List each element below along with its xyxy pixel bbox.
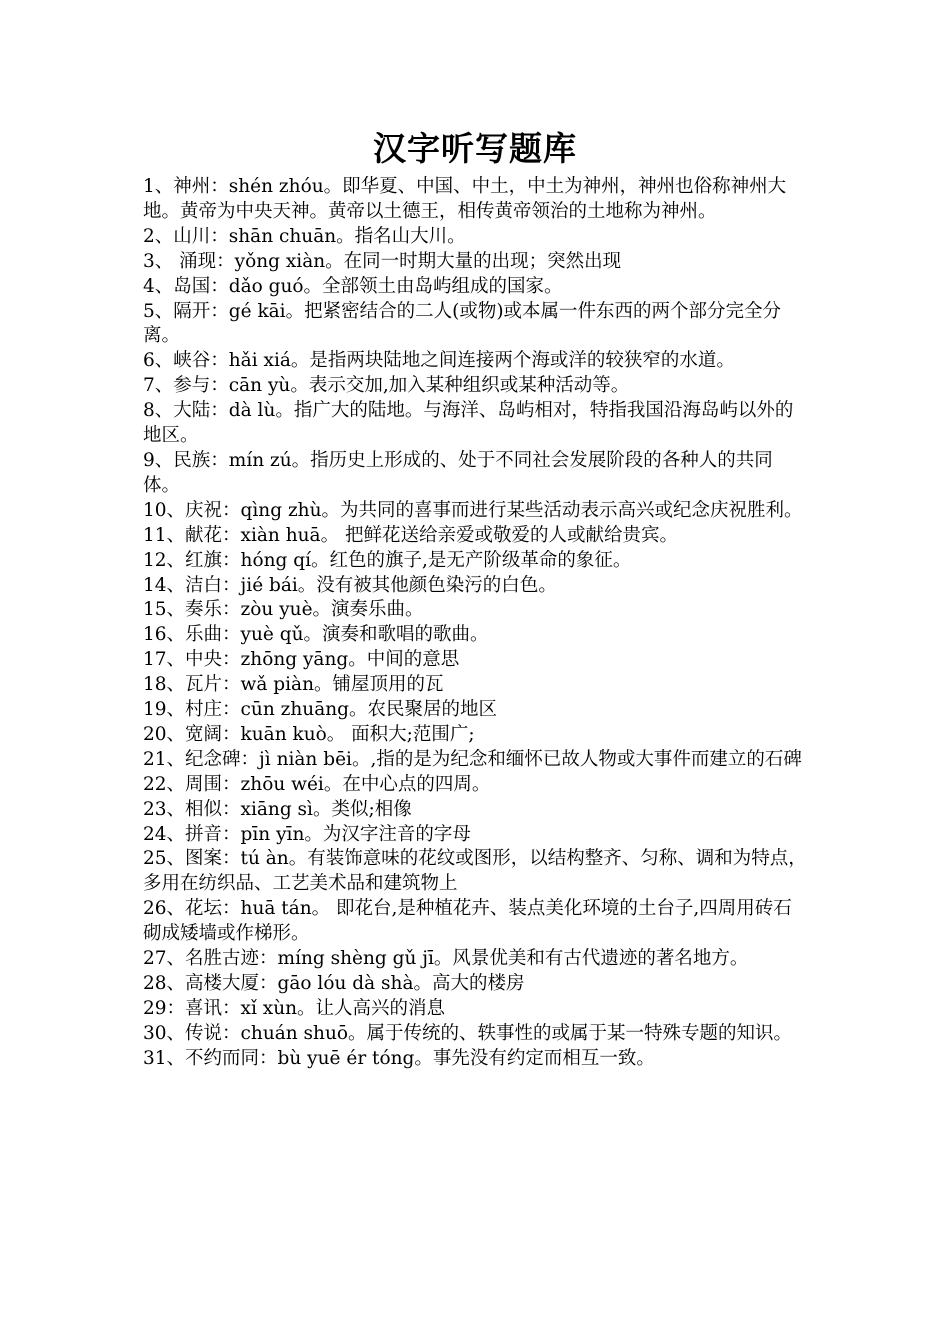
entry-item: 27、名胜古迹：míng shèng gǔ jī。风景优美和有古代遗迹的著名地方。: [143, 948, 749, 970]
entry-item: 3、 涌现：yǒng xiàn。在同一时期大量的出现；突然出现: [143, 250, 622, 272]
entry-item: 24、拼音：pīn yīn。为汉字注音的字母: [143, 823, 471, 845]
entry-item: 29：喜讯：xǐ xùn。让人高兴的消息: [143, 997, 446, 1019]
entry-item: 25、图案：tú àn。有装饰意味的花纹或图形，以结构整齐、匀称、调和为特点，多用在纺织品、工艺美术品和建筑物上: [143, 848, 807, 895]
entry-item: 21、纪念碑：jì niàn bēi。,指的是为纪念和缅怀已故人物或大事件而建立的石碑: [143, 748, 802, 770]
entry-item: 12、红旗：hóng qí。红色的旗子,是无产阶级革命的象征。: [143, 549, 632, 571]
entry-item: 23、相似：xiāng sì。类似;相像: [143, 798, 412, 820]
entry-item: 26、花坛：huā tán。 即花台,是种植花卉、装点美化环境的土台子,四周用砖石砌成矮墙或作梯形。: [143, 898, 792, 945]
entry-item: 7、参与：cān yù。表示交加,加入某种组织或某种活动等。: [143, 375, 630, 397]
entry-list: [143, 175, 809, 1072]
entry-item: 2、山川：shān chuān。指名山大川。: [143, 225, 466, 247]
entry-item: 19、村庄：cūn zhuāng。农民聚居的地区: [143, 699, 497, 721]
entry-item: 9、民族：mín zú。指历史上形成的、处于不同社会发展阶段的各种人的共同体。: [143, 449, 773, 496]
entry-item: 5、隔开：gé kāi。把紧密结合的二人(或物)或本属一件东西的两个部分完全分离。: [143, 300, 782, 347]
entry-item: 31、不约而同：bù yuē ér tóng。事先没有约定而相互一致。: [143, 1047, 655, 1069]
entry-item: 6、峡谷：hǎi xiá。是指两块陆地之间连接两个海或洋的较狭窄的水道。: [143, 350, 735, 372]
entry-item: 22、周围：zhōu wéi。在中心点的四周。: [143, 773, 491, 795]
entry-item: 10、庆祝：qìng zhù。为共同的喜事而进行某些活动表示高兴或纪念庆祝胜利。: [143, 499, 803, 521]
entry-item: 1、神州：shén zhóu。即华夏、中国、中土，中土为神州，神州也俗称神州大地。黄帝为中央天神。黄帝以土德王，相传黄帝领治的土地称为神州。: [143, 176, 787, 222]
entry-item: 8、大陆：dà lù。指广大的陆地。与海洋、岛屿相对，特指我国沿海岛屿以外的地区。: [143, 400, 794, 447]
entry-item: 14、洁白：jié bái。没有被其他颜色染污的白色。: [143, 574, 557, 596]
entry-item: 18、瓦片：wǎ piàn。铺屋顶用的瓦: [143, 674, 444, 696]
entry-item: 11、献花：xiàn huā。 把鲜花送给亲爱或敬爱的人或献给贵宾。: [143, 524, 678, 546]
entry-item: 16、乐曲：yuè qǔ。演奏和歌唱的歌曲。: [143, 624, 489, 646]
entry-item: 30、传说：chuán shuō。属于传统的、轶事性的或属于某一特殊专题的知识。: [143, 1022, 793, 1044]
entry-item: 17、中央：zhōng yāng。中间的意思: [143, 649, 460, 671]
entry-item: 28、高楼大厦：gāo lóu dà shà。高大的楼房: [143, 973, 525, 994]
entry-item: 15、奏乐：zòu yuè。演奏乐曲。: [143, 599, 424, 621]
document-title: 汉字听写题库: [373, 129, 577, 168]
entry-item: 20、宽阔：kuān kuò。 面积大;范围广;: [143, 723, 475, 745]
entry-item: 4、岛国：dǎo guó。全部领土由岛屿组成的国家。: [143, 275, 563, 297]
